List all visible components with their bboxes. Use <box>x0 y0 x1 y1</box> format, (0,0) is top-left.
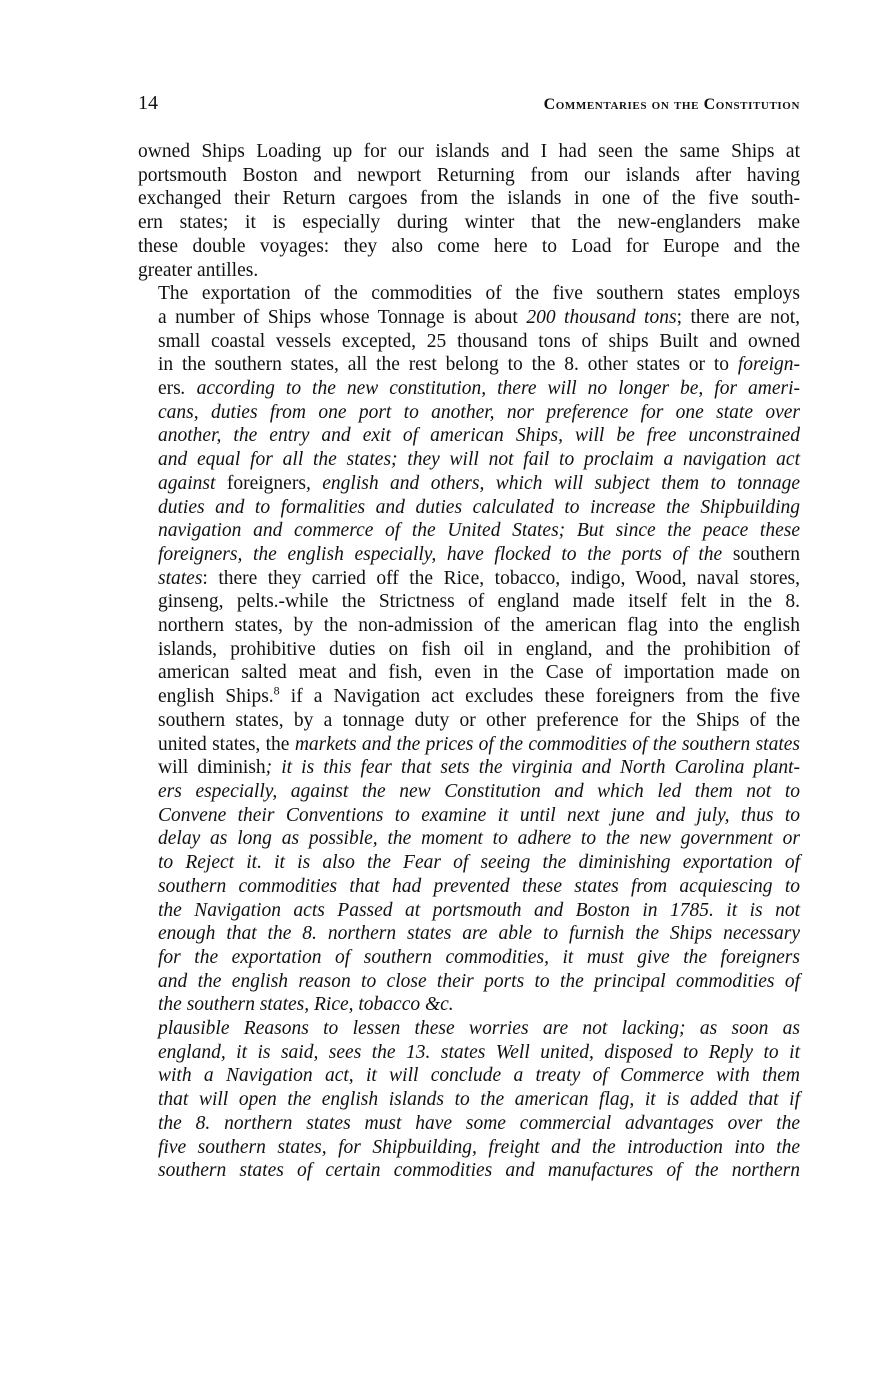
text-line: duties and to formalities and duties calculated to increase the Shipbuilding <box>158 496 800 518</box>
text-line: small coastal vessels excepted, 25 thousand tons of ships Built and owned <box>158 330 800 352</box>
body-text <box>138 140 800 1183</box>
running-title: Commentaries on the Constitution <box>543 96 800 113</box>
text-line: enough that the 8. northern states are able to furnish the Ships necessary <box>158 923 800 945</box>
text-line: these double voyages: they also come here to Load for Europe and the <box>138 235 800 257</box>
text-line: portsmouth Boston and newport Returning from our islands after having <box>138 164 800 186</box>
text-line: owned Ships Loading up for our islands and I had seen the same Ships at <box>138 141 800 162</box>
text-line: another, the entry and exit of american Ships, will be free unconstrained <box>158 425 800 447</box>
text-line: southern commodities that had prevented these states from acquiescing to <box>158 875 800 897</box>
text-line: plausible Reasons to lessen these worries are not lacking; as soon as <box>158 1018 800 1040</box>
text-line: islands, prohibitive duties on fish oil in england, and the prohibition of <box>158 638 800 660</box>
text-line: against foreigners, english and others, which will subject them to tonnage <box>158 472 800 494</box>
text-line: will diminish; it is this fear that sets the virginia and North Carolina plant- <box>158 757 800 779</box>
text-line: that will open the english islands to the american flag, it is added that if <box>158 1089 800 1111</box>
text-line: ers especially, against the new Constitution and which led them not to <box>158 780 800 802</box>
text-line: england, it is said, sees the 13. states Well united, disposed to Reply to it <box>158 1041 800 1063</box>
text-line: and the english reason to close their ports to the principal commodities of <box>158 970 800 992</box>
text-line: greater antilles. <box>138 259 259 281</box>
text-line: states: there they carried off the Rice, tobacco, indigo, Wood, naval stores, <box>158 567 800 589</box>
text-line: in the southern states, all the rest belong to the 8. other states or to foreign- <box>158 354 800 376</box>
text-line: cans, duties from one port to another, nor preference for one state over <box>158 401 800 423</box>
text-line: ers. according to the new constitution, there will no longer be, for ameri- <box>158 378 800 400</box>
running-head <box>138 92 800 126</box>
text-line: for the exportation of southern commodities, it must give the foreigners <box>158 946 800 968</box>
text-line: ern states; it is especially during winter that the new-englanders make <box>138 212 800 234</box>
text-line: southern states of certain commodities and manufactures of the northern <box>158 1160 800 1182</box>
text-line: and equal for all the states; they will not fail to proclaim a navigation act <box>158 449 800 471</box>
book-page <box>138 92 800 1183</box>
text-line: with a Navigation act, it will conclude a treaty of Commerce with them <box>158 1065 800 1087</box>
text-line: united states, the markets and the prices of the commodities of the southern states <box>158 733 800 755</box>
text-line: the 8. northern states must have some commercial advantages over the <box>158 1112 800 1134</box>
paragraph <box>138 282 800 1017</box>
text-line: ginseng, pelts.-while the Strictness of england made itself felt in the 8. <box>158 591 800 613</box>
text-line: english Ships.$^8$ if a Navigation act excludes these foreigners from the five <box>158 683 800 708</box>
page-number: 14 <box>138 92 158 114</box>
text-line: delay as long as possible, the moment to adhere to the new government or <box>158 828 800 850</box>
text-line: foreigners, the english especially, have flocked to the ports of the southern <box>158 543 800 565</box>
text-line: Convene their Conventions to examine it until next june and july, thus to <box>158 804 800 826</box>
text-line: the southern states, Rice, tobacco &c. <box>158 994 454 1016</box>
text-line: to Reject it. it is also the Fear of seeing the diminishing exportation of <box>158 852 800 874</box>
text-line: a number of Ships whose Tonnage is about 200 thousand tons; there are not, <box>158 306 800 328</box>
text-line: northern states, by the non-admission of the american flag into the english <box>158 615 800 637</box>
text-line: five southern states, for Shipbuilding, freight and the introduction into the <box>158 1136 800 1158</box>
text-line: The exportation of the commodities of the five southern states employs <box>158 283 800 305</box>
text-line: exchanged their Return cargoes from the islands in one of the five south- <box>138 188 800 210</box>
text-line: american salted meat and fish, even in the Case of importation made on <box>158 662 800 684</box>
text-line: navigation and commerce of the United States; But since the peace these <box>158 520 800 542</box>
paragraph <box>138 140 800 282</box>
text-line: the Navigation acts Passed at portsmouth and Boston in 1785. it is not <box>158 899 800 921</box>
paragraph <box>138 1017 800 1183</box>
text-line: southern states, by a tonnage duty or other preference for the Ships of the <box>158 709 800 731</box>
